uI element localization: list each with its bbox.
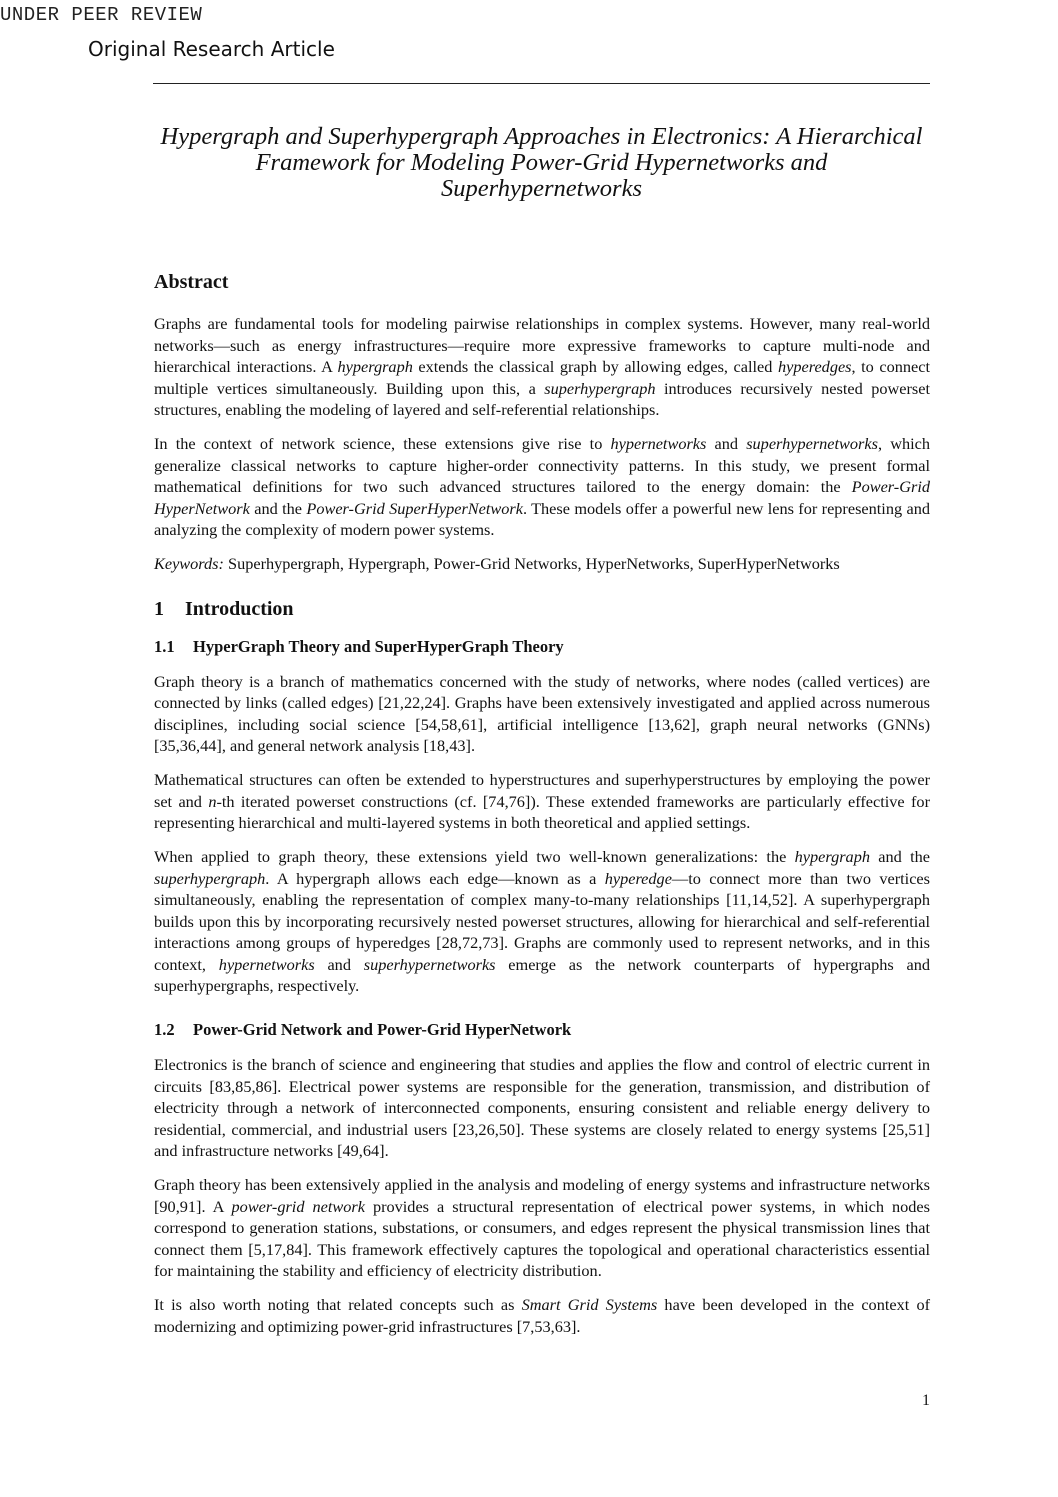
subsection-number: 1.1 [154, 636, 175, 656]
abstract-paragraph: In the context of network science, these extensions give rise to hypernetworks and superhypernetworks, which generalize classical networks to capture higher-order connectivity patterns. In this study, we present formal mathematical definitions for two such advanced structures tailored to the energy domain: the Power-Grid HyperNetwork and the Power-Grid SuperHyperNetwork. These models offer a powerful new lens for representing and analyzing the complexity of modern power systems. [154, 434, 930, 539]
italic-term: hypernetworks [610, 434, 707, 453]
body-paragraph: Mathematical structures can often be extended to hyperstructures and superhyperstructures by employing the power set and n-th iterated powerset constructions (cf. [74,76]). These extended frameworks are particularly effective for representing hierarchical and multi-layered systems in both theoretical and applied settings. [154, 770, 930, 832]
subsection-heading-hypergraph-theory [154, 636, 930, 658]
subsection-title: Power-Grid Network and Power-Grid HyperNetwork [193, 1020, 572, 1039]
italic-term: power-grid network [231, 1196, 365, 1216]
page-number: 1 [922, 1392, 930, 1409]
italic-term: n [208, 791, 217, 811]
body-paragraph: It is also worth noting that related concepts such as Smart Grid Systems have been developed in the context of modernizing and optimizing power-grid infrastructures [7,53,63]. [154, 1295, 931, 1336]
italic-term: superhypergraph [154, 868, 266, 888]
keywords-list: Superhypergraph, Hypergraph, Power-Grid Networks, HyperNetworks, SuperHyperNetworks [228, 554, 840, 573]
italic-term: Power-Grid SuperHyperNetwork [306, 498, 523, 518]
italic-term: hyperedge [604, 868, 672, 888]
subsection-number: 1.2 [154, 1020, 175, 1039]
italic-term: Smart Grid Systems [521, 1295, 658, 1314]
italic-term: superhypernetworks [363, 954, 496, 974]
header-rule [153, 83, 930, 84]
italic-term: superhypergraph [544, 378, 656, 398]
section-heading-introduction [154, 595, 930, 623]
paper-body [154, 268, 930, 1350]
italic-term: Power-Grid HyperNetwork [154, 477, 930, 518]
section-title: Introduction [185, 597, 294, 620]
keywords [154, 553, 930, 575]
italic-term: hypergraph [337, 357, 413, 376]
italic-term: superhypernetworks [746, 434, 878, 453]
subsection-heading-power-grid-network [154, 1019, 930, 1041]
body-paragraph: Electronics is the branch of science and engineering that studies and applies the flow and control of electric current in circuits [83,85,86]. Electrical power systems are responsible for the generation, transmission, and distribution of electricity through a network of interconnected components, ensuring consistent and reliable energy delivery to residential, commercial, and industrial users [23,26,50]. These systems are closely related to energy systems [25,51] and infrastructure networks [49,64]. [154, 1055, 930, 1160]
italic-term: hypergraph [794, 847, 870, 866]
subsection-title: HyperGraph Theory and SuperHyperGraph Theory [193, 636, 564, 656]
article-type: Original Research Article [88, 37, 335, 61]
body-paragraph: When applied to graph theory, these extensions yield two well-known generalizations: the hypergraph and the superhypergraph. A hypergraph allows each edge—known as a hyperedge—to connect more than two vertices simultaneously, enabling the representation of complex many-to-many relationships [11,14,52]. A superhypergraph builds upon this by incorporating recursively nested powerset structures, allowing for hierarchical and self-referential interactions among groups of hyperedges [28,72,73]. Graphs are commonly used to represent networks, and in this context, hypernetworks and superhypernetworks emerge as the network counterparts of hypergraphs and superhypergraphs, respectively. [154, 847, 931, 995]
italic-term: hyperedges [777, 357, 852, 376]
abstract-heading: Abstract [154, 271, 229, 293]
paper-title: Hypergraph and Superhypergraph Approaches in Electronics: A Hierarchical Framework for Modeling Power-Grid Hypernetworks and Superhypernetworks [160, 123, 923, 202]
review-stamp: UNDER PEER REVIEW [0, 4, 203, 26]
body-paragraph: Graph theory has been extensively applied in the analysis and modeling of energy systems and infrastructure networks [90,91]. A power-grid network provides a structural representation of electrical power systems, in which nodes correspond to generation stations, substations, or consumers, and edges represent the physical transmission lines that connect them [5,17,84]. This framework effectively captures the topological and operational characteristics essential for maintaining the stability and efficiency of electricity distribution. [154, 1175, 930, 1280]
keywords-label: Keywords: [154, 554, 224, 573]
body-paragraph: Graph theory is a branch of mathematics concerned with the study of networks, where nodes (called vertices) are connected by links (called edges) [21,22,24]. Graphs have been extensively investigated and applied across numerous disciplines, including social science [54,58,61], artificial intelligence [13,62], graph neural networks (GNNs) [35,36,44], and general network analysis [18,43]. [154, 671, 930, 755]
italic-term: hypernetworks [218, 954, 315, 974]
section-number: 1 [154, 597, 164, 620]
abstract-paragraph: Graphs are fundamental tools for modeling pairwise relationships in complex systems. However, many real-world networks—such as energy infrastructures—require more expressive frameworks to capture multi-node and hierarchical interactions. A hypergraph extends the classical graph by allowing edges, called hyperedges, to connect multiple vertices simultaneously. Building upon this, a superhypergraph introduces recursively nested powerset structures, enabling the modeling of layered and self-referential relationships. [154, 314, 931, 419]
